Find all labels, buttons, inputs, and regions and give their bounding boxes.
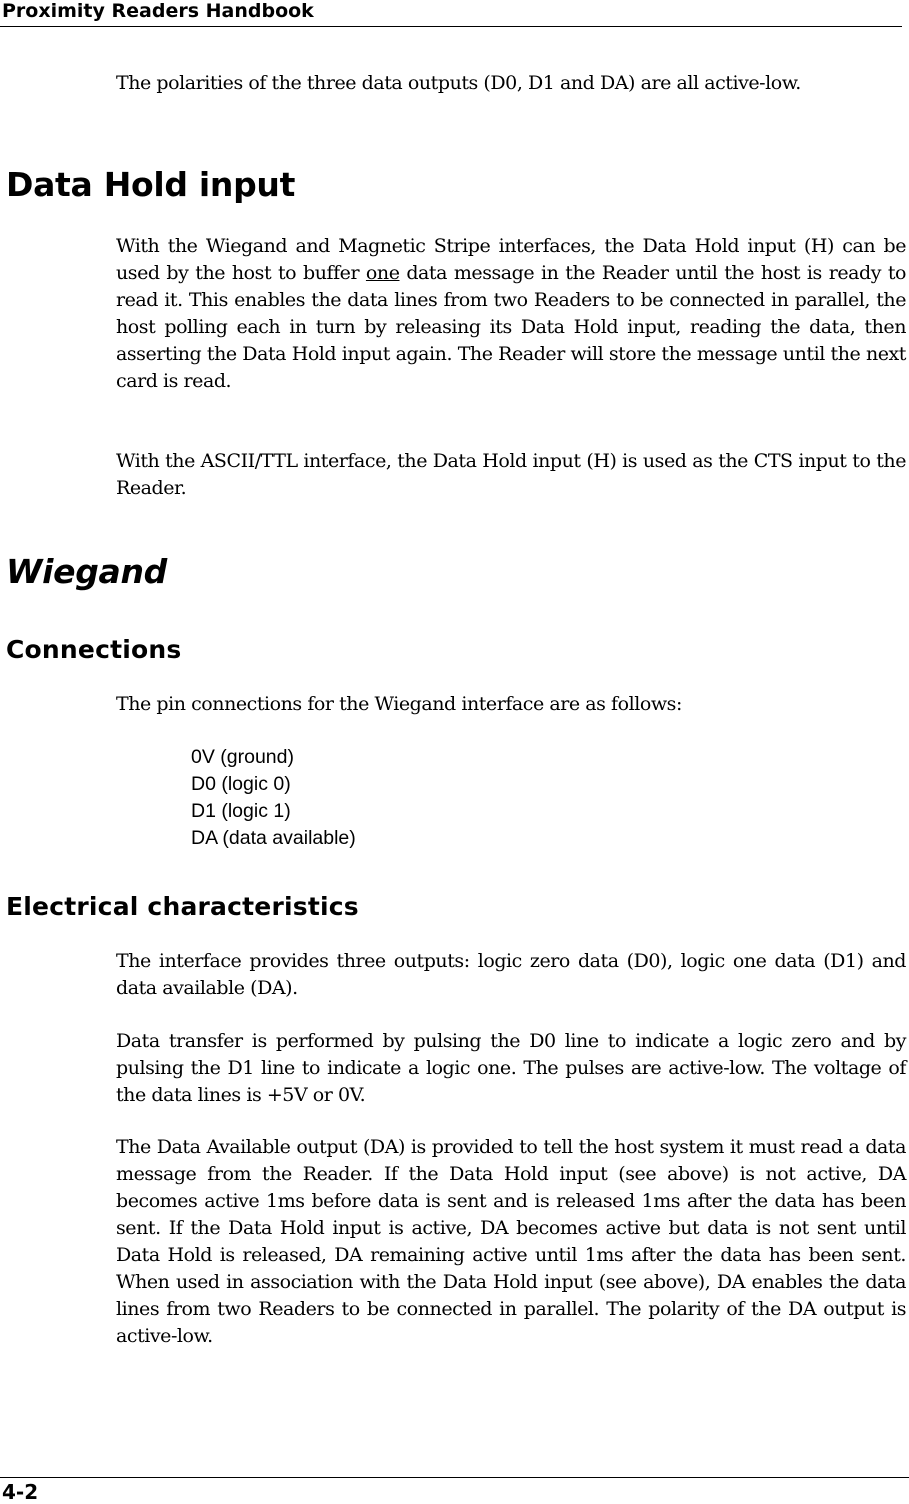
electrical-paragraph-1: The interface provides three outputs: logic zero data (D0), logic one data (D1) and data available (DA). <box>116 950 906 999</box>
pin-item: D0 (logic 0) <box>191 773 291 795</box>
pin-item: 0V (ground) <box>191 746 294 768</box>
data-hold-para1-end: data message in the Reader until the host is ready to read it. This enables the data lines from two Readers to be connected in parallel, the host polling each in turn by releasing its Data Hold input, reading the data, then asserting the Data Hold input again. The Reader will store the message until the next card is read. <box>116 262 907 392</box>
electrical-characteristics-heading: Electrical characteristics <box>6 892 359 921</box>
electrical-paragraph-3: The Data Available output (DA) is provided to tell the host system it must read a data message from the Reader. If the Data Hold input (see above) is not active, DA becomes active 1ms before data is sent and is released 1ms after the data has been sent. If the Data Hold input is active, DA becomes active but data is not sent until Data Hold is released, DA remaining active until 1ms after the data has been sent. When used in association with the Data Hold input (see above), DA enables the data lines from two Readers to be connected in parallel. The polarity of the DA output is active-low. <box>116 1136 906 1347</box>
header-rule <box>0 26 902 27</box>
pin-list <box>191 744 356 852</box>
connections-paragraph: The pin connections for the Wiegand interface are as follows: <box>116 693 682 715</box>
data-hold-para1-emphasis: one <box>365 262 400 284</box>
connections-heading: Connections <box>6 635 182 664</box>
wiegand-heading: Wiegand <box>6 552 167 591</box>
pin-item: D1 (logic 1) <box>191 800 291 822</box>
data-hold-para1-start: With the Wiegand and Magnetic Stripe interfaces, the Data Hold input (H) can be used by the host to buffer <box>116 235 906 284</box>
data-hold-paragraph-2: With the ASCII/TTL interface, the Data Hold input (H) is used as the CTS input to the Reader. <box>116 450 906 499</box>
electrical-paragraph-2: Data transfer is performed by pulsing the D0 line to indicate a logic zero and by pulsing the D1 line to indicate a logic one. The pulses are active-low. The voltage of the data lines is +5V or 0V. <box>116 1030 906 1106</box>
pin-item: DA (data available) <box>191 827 356 849</box>
footer-rule <box>0 1477 909 1478</box>
running-header-title: Proximity Readers Handbook <box>2 0 314 22</box>
page-number: 4-2 <box>2 1480 39 1504</box>
data-hold-heading: Data Hold input <box>6 165 296 204</box>
intro-paragraph: The polarities of the three data outputs (D0, D1 and DA) are all active-low. <box>116 72 801 94</box>
data-hold-paragraph-1 <box>116 233 906 395</box>
